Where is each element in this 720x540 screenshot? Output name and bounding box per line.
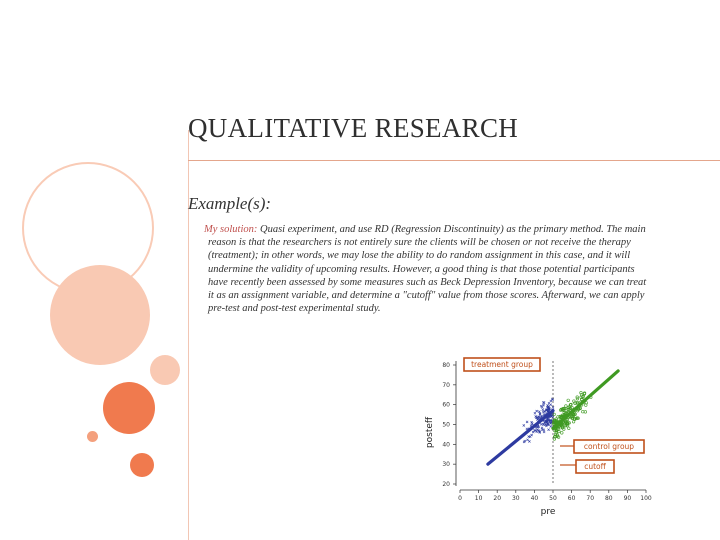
x-tick-label: 90 bbox=[623, 495, 632, 502]
treatment-point bbox=[532, 431, 534, 433]
decorative-circle-small-light bbox=[150, 355, 180, 385]
x-tick-label: 20 bbox=[493, 495, 502, 502]
control-label bbox=[560, 440, 644, 453]
control-point bbox=[567, 399, 570, 402]
x-tick-label: 40 bbox=[530, 495, 539, 502]
x-axis-label: pre bbox=[540, 507, 556, 517]
treatment-label bbox=[464, 358, 540, 371]
treatment-point bbox=[550, 400, 552, 402]
treatment-regression-line bbox=[488, 411, 553, 465]
y-tick-label: 50 bbox=[442, 421, 450, 429]
control-point bbox=[584, 411, 587, 414]
x-tick-label: 100 bbox=[640, 495, 652, 502]
treatment-point bbox=[543, 431, 545, 433]
treatment-point bbox=[542, 404, 544, 406]
x-tick-label: 70 bbox=[586, 495, 595, 502]
control-point bbox=[561, 432, 564, 435]
x-tick-label: 10 bbox=[474, 495, 483, 502]
control-label-text: control group bbox=[583, 442, 635, 451]
decorative-circle-tiny bbox=[87, 431, 98, 442]
scatter-points bbox=[523, 391, 592, 443]
y-tick-label: 70 bbox=[442, 381, 450, 389]
treatment-point bbox=[543, 402, 545, 404]
treatment-point bbox=[526, 421, 528, 423]
y-tick-label: 30 bbox=[442, 461, 450, 469]
decorative-circle-medium bbox=[103, 382, 155, 434]
cutoff-label bbox=[560, 460, 614, 473]
control-point bbox=[576, 396, 579, 399]
chart-axes bbox=[425, 361, 652, 517]
decorative-circle-large bbox=[50, 265, 150, 365]
treatment-point bbox=[534, 412, 536, 414]
treatment-point bbox=[526, 439, 528, 441]
y-tick-label: 40 bbox=[442, 441, 450, 449]
body-text: Quasi experiment, and use RD (Regression Discontinuity) as the primary method. The main reason is that the researchers is not entirely sure the clients will be chosen or not receive the therapy (treatment); in other words, we may lose the ability to do random assignment in this case, and it will undermine the validity of upcoming results. However, a good thing is that those potential participants have recently been assessed by some measures such as Beck Depression Inventory, because we can treat it as an assignment variable, and determine a "cutoff" value from those scores. Afterward, we can apply pre-test and post-test experimental study. bbox=[208, 224, 647, 315]
treatment-label-text: treatment group bbox=[471, 360, 533, 369]
y-tick-label: 80 bbox=[442, 362, 450, 369]
treatment-point bbox=[550, 404, 552, 406]
treatment-point bbox=[548, 429, 550, 431]
control-point bbox=[566, 424, 569, 427]
body-lead: My solution: bbox=[204, 224, 258, 235]
x-tick-label: 60 bbox=[567, 495, 576, 502]
control-point bbox=[568, 427, 571, 430]
cutoff-label-text: cutoff bbox=[584, 462, 606, 471]
x-tick-label: 50 bbox=[549, 495, 557, 502]
treatment-point bbox=[531, 434, 533, 436]
body-paragraph bbox=[204, 223, 648, 315]
control-point bbox=[572, 421, 575, 424]
title-divider bbox=[188, 160, 720, 161]
slide-title: QUALITATIVE RESEARCH bbox=[188, 113, 519, 143]
decorative-circle-small bbox=[130, 453, 154, 477]
treatment-point bbox=[542, 409, 544, 411]
x-tick-label: 0 bbox=[458, 495, 462, 502]
treatment-point bbox=[543, 429, 545, 431]
control-point bbox=[582, 410, 585, 413]
treatment-point bbox=[523, 441, 525, 443]
treatment-point bbox=[550, 425, 552, 427]
x-tick-label: 30 bbox=[511, 495, 520, 502]
decorative-vertical-line bbox=[188, 130, 189, 540]
treatment-point bbox=[540, 423, 542, 425]
treatment-point bbox=[541, 406, 543, 408]
control-regression-line bbox=[553, 371, 618, 429]
y-tick-label: 20 bbox=[442, 481, 450, 488]
y-tick-label: 60 bbox=[442, 401, 450, 409]
y-axis-label: posteff bbox=[425, 416, 435, 449]
rd-scatter-chart bbox=[418, 352, 658, 522]
slide-subtitle: Example(s): bbox=[188, 194, 272, 213]
treatment-point bbox=[536, 410, 538, 412]
x-tick-label: 80 bbox=[604, 495, 613, 502]
treatment-point bbox=[523, 424, 525, 426]
